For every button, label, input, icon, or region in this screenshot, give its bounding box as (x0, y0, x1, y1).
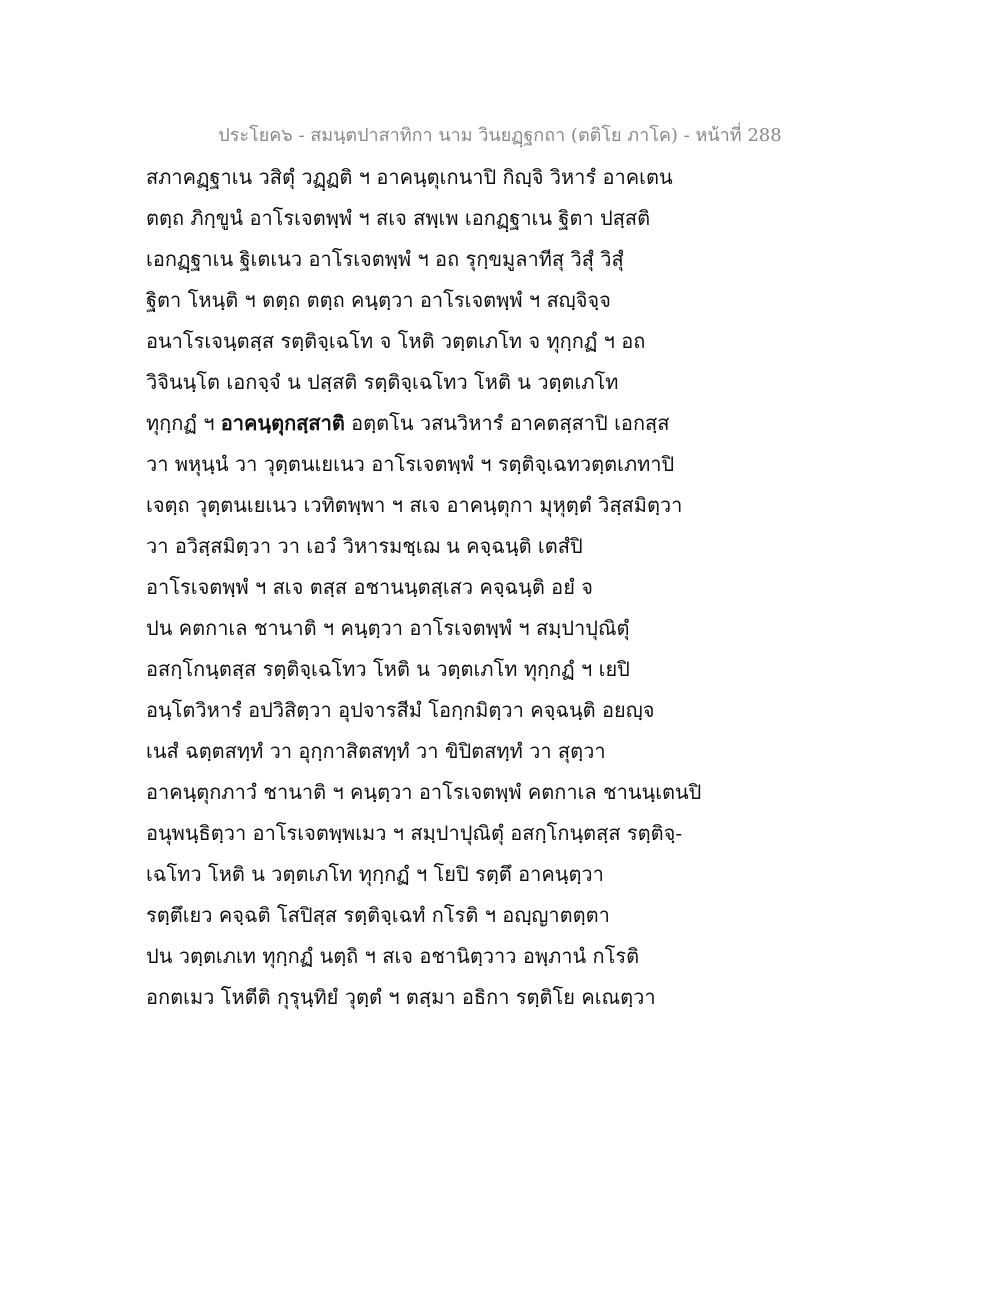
text-line: รตฺตึเยว คจฺฉติ โสปิสฺส รตฺติจฺเฉทํ กโรติ ฯ อญฺญาตตฺตา (146, 903, 610, 927)
text-line: ปน คตกาเล ชานาติ ฯ คนฺตฺวา อาโรเจตพฺพํ ฯ สมฺปาปุณิตุํ (146, 616, 630, 640)
text-line: ตตฺถ ภิกฺขูนํ อาโรเจตพฺพํ ฯ สเจ สพฺเพ เอกฏฺฐาเน ฐิตา ปสฺสติ (146, 206, 651, 230)
text-line: วิจินนฺโต เอกจฺจํ น ปสฺสติ รตฺติจฺเฉโทว โหติ น วตฺตเภโท (146, 370, 619, 394)
text-line-rest: อตฺตโน วสนวิหารํ อาคตสฺสาปิ เอกสฺส (351, 411, 670, 435)
text-line: อสกฺโกนฺตสฺส รตฺติจฺเฉโทว โหติ น วตฺตเภโท ทุกฺกฏํ ฯ เยปิ (146, 657, 630, 681)
text-line: อนฺโตวิหารํ อปวิสิตฺวา อุปจารสีมํ โอกฺกมิตฺวา คจฺฉนฺติ อยญฺจ (146, 698, 655, 722)
running-head: ประโยค๖ - สมนฺตปาสาทิกา นาม วินยฏฺฐกถา (ตติโย ภาโค) - หน้าที่ 288 (218, 125, 782, 146)
text-line: อนาโรเจนฺตสฺส รตฺติจฺเฉโท จ โหติ วตฺตเภโท จ ทุกฺกฏํ ฯ อถ (146, 329, 646, 353)
text-line: อนุพนฺธิตฺวา อาโรเจตพฺพเมว ฯ สมฺปาปุณิตุํ อสกฺโกนฺตสฺส รตฺติจฺ- (146, 821, 683, 845)
text-line: อาคนฺตุกภาวํ ชานาติ ฯ คนฺตฺวา อาโรเจตพฺพํ คตกาเล ชานนฺเตนปิ (146, 780, 702, 804)
text-line: ปน วตฺตเภเท ทุกฺกฏํ นตฺถิ ฯ สเจ อชานิตฺวาว อพฺภานํ กโรติ (146, 944, 640, 968)
text-line: วา พหุนฺนํ วา วุตฺตนเยเนว อาโรเจตพฺพํ ฯ รตฺติจฺเฉทวตฺตเภทาปิ (146, 452, 675, 476)
text-line: เนสํ ฉตฺตสทฺทํ วา อุกฺกาสิตสทฺทํ วา ขิปิตสทฺทํ วา สุตฺวา (146, 739, 606, 763)
bold-heading-term: อาคนฺตุกสฺสาติ (220, 411, 345, 435)
text-line: อาโรเจตพฺพํ ฯ สเจ ตสฺส อชานนฺตสฺเสว คจฺฉนฺติ อยํ จ (146, 575, 593, 599)
body-text (146, 157, 702, 1018)
text-line: เฉโทว โหติ น วตฺตเภโท ทุกฺกฏํ ฯ โยปิ รตฺตึ อาคนฺตฺวา (146, 862, 604, 886)
text-line: เอกฏฺฐาเน ฐิเตเนว อาโรเจตพฺพํ ฯ อถ รุกฺขมูลาทีสุ วิสุํ วิสุํ (146, 247, 624, 271)
text-line: อกตเมว โหตีติ กุรุนฺทิยํ วุตฺตํ ฯ ตสฺมา อธิกา รตฺติโย คเณตฺวา (146, 985, 656, 1009)
text-line: ฐิตา โหนฺติ ฯ ตตฺถ ตตฺถ คนฺตฺวา อาโรเจตพฺพํ ฯ สญฺจิจฺจ (146, 288, 611, 312)
text-line: เจตฺถ วุตฺตนเยเนว เวทิตพฺพา ฯ สเจ อาคนฺตุกา มุหุตฺตํ วิสฺสมิตฺวา (146, 493, 683, 517)
text-line-start: ทุกฺกฏํ ฯ (146, 411, 215, 435)
text-line: วา อวิสฺสมิตฺวา วา เอวํ วิหารมชฺเฌ น คจฺฉนฺติ เตสํปิ (146, 534, 583, 558)
text-line-with-heading (146, 403, 670, 444)
text-line: สภาคฏฺฐาเน วสิตุํ วฏฺฏติ ฯ อาคนฺตุเกนาปิ กิญฺจิ วิหารํ อาคเตน (146, 165, 673, 189)
